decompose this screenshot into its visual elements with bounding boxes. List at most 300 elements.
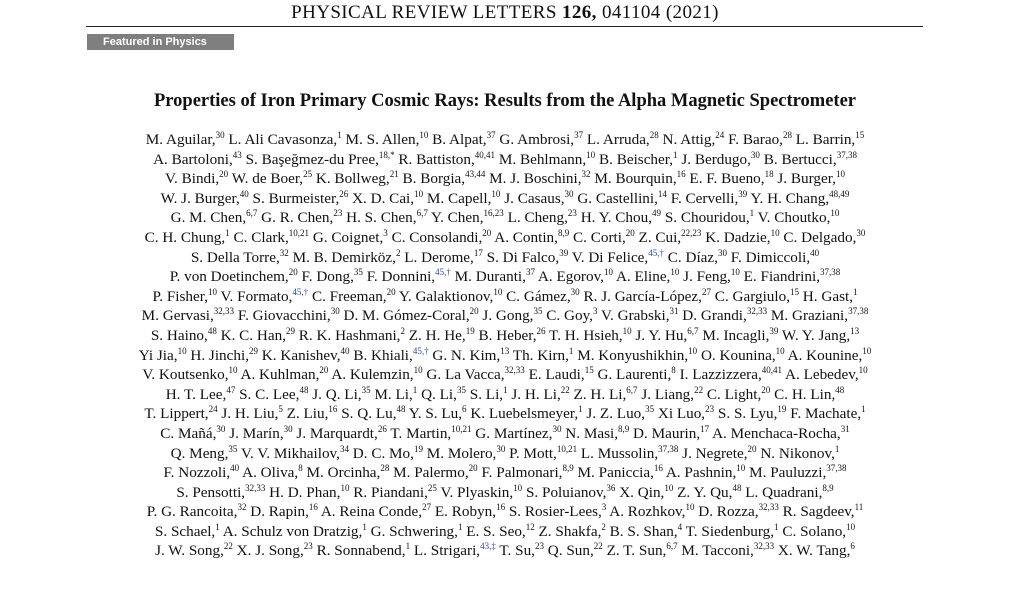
affiliation-marker[interactable]: 20 <box>319 365 329 376</box>
affiliation-marker[interactable]: 35 <box>228 443 238 454</box>
author-name: M. Tacconi, <box>677 542 754 560</box>
author-name: L. Ali Cavasonza, <box>224 131 338 148</box>
affiliation-marker[interactable]: 10 <box>493 286 503 297</box>
affiliation-marker[interactable]: 3 <box>383 227 388 238</box>
affiliation-marker[interactable]: 45,† <box>648 247 664 258</box>
affiliation-marker[interactable]: 22 <box>593 541 603 552</box>
affiliation-marker[interactable]: 10 <box>622 325 632 336</box>
author-name: F. Cervelli, <box>666 189 739 207</box>
author-name: M. Li, <box>370 385 413 403</box>
author-name: A. Eline, <box>612 268 671 286</box>
affiliation-marker[interactable]: 10,21 <box>451 423 472 434</box>
author-name: G. R. Chen, <box>257 209 334 227</box>
affiliation-marker[interactable]: 30 <box>750 149 760 160</box>
affiliation-marker[interactable]: 15 <box>790 286 799 297</box>
paper-title: Properties of Iron Primary Cosmic Rays: Results from the Alpha Magnetic Spectrometer <box>153 91 856 111</box>
author-name: A. Kuhlman, <box>237 366 320 384</box>
author-name: A. Kounine, <box>784 346 863 364</box>
author-name: J. Negrete, <box>678 444 748 462</box>
affiliation-marker[interactable]: 30 <box>283 423 293 434</box>
affiliation-marker[interactable]: 10 <box>685 502 695 513</box>
affiliation-marker[interactable]: 16 <box>328 404 338 415</box>
affiliation-marker[interactable]: 26 <box>339 188 349 199</box>
affiliation-marker[interactable]: 10,21 <box>556 443 578 454</box>
author-name: X. Qin, <box>615 483 665 501</box>
author-name: P. von Doetinchem, <box>169 268 289 286</box>
affiliation-marker[interactable]: 30 <box>717 247 727 258</box>
author-name: H. D. Phan, <box>265 483 341 501</box>
author-name: C. Goy, <box>542 307 593 325</box>
affiliation-marker[interactable]: 20 <box>468 463 478 474</box>
affiliation-marker[interactable]: 48,49 <box>829 188 850 199</box>
affiliation-marker[interactable]: 8,9 <box>822 482 834 493</box>
author-name: A. Schulz von Dratzig, <box>219 522 363 540</box>
affiliation-marker[interactable]: 48 <box>835 384 845 395</box>
affiliation-marker[interactable]: 1 <box>853 286 858 297</box>
affiliation-marker[interactable]: 26 <box>536 325 546 336</box>
affiliation-marker[interactable]: 45,† <box>292 286 309 297</box>
affiliation-marker[interactable]: 1 <box>225 227 230 238</box>
author-name: V. Choutko, <box>754 209 831 227</box>
affiliation-marker[interactable]: 40,41 <box>474 149 496 160</box>
author-name: C. Gámez, <box>502 287 571 305</box>
affiliation-marker[interactable]: 8,9 <box>562 463 574 474</box>
affiliation-marker[interactable]: 23 <box>705 404 715 415</box>
affiliation-marker[interactable]: 1 <box>673 149 678 160</box>
author-name: G. La Vacca, <box>422 366 505 384</box>
affiliation-marker[interactable]: 30 <box>564 188 574 199</box>
affiliation-marker[interactable]: 32 <box>581 169 591 180</box>
affiliation-marker[interactable]: 49 <box>652 208 662 219</box>
affiliation-marker[interactable]: 48 <box>732 482 742 493</box>
affiliation-marker[interactable]: 39 <box>559 247 569 258</box>
author-name: H. Gast, <box>799 287 853 305</box>
author-name: S. Q. Lu, <box>337 405 397 423</box>
affiliation-marker[interactable]: 1 <box>503 384 508 395</box>
affiliation-marker[interactable]: 12 <box>525 521 535 532</box>
author-name: M. Orcinha, <box>302 464 381 482</box>
affiliation-marker[interactable]: 1 <box>215 521 220 532</box>
affiliation-marker[interactable]: 43 <box>232 149 242 160</box>
affiliation-marker[interactable]: 10 <box>414 188 424 199</box>
affiliation-marker[interactable]: 1 <box>861 404 866 415</box>
affiliation-marker[interactable]: 16 <box>676 169 686 180</box>
affiliation-marker[interactable]: 30 <box>216 423 226 434</box>
affiliation-marker[interactable]: 18,* <box>378 149 395 160</box>
affiliation-marker[interactable]: 13 <box>500 345 510 356</box>
affiliation-marker[interactable]: 37 <box>574 130 584 140</box>
affiliation-marker[interactable]: 22 <box>694 384 704 395</box>
affiliation-marker[interactable]: 23 <box>303 541 313 552</box>
author-name: M. Molero, <box>422 444 497 462</box>
affiliation-marker[interactable]: 32,33 <box>746 306 768 317</box>
affiliation-marker[interactable]: 16 <box>308 502 318 513</box>
author-name: C. Light, <box>703 385 762 403</box>
affiliation-marker[interactable]: 35 <box>533 306 543 317</box>
author-name: V. V. Mikhailov, <box>237 444 340 462</box>
author-name: V. Di Felice, <box>568 248 649 266</box>
affiliation-marker[interactable]: 10 <box>491 188 501 199</box>
author-name: L. Mussolin, <box>577 444 659 462</box>
affiliation-marker[interactable]: 20 <box>288 267 298 278</box>
affiliation-marker[interactable]: 6,7 <box>246 208 258 219</box>
affiliation-marker[interactable]: 32,33 <box>753 541 775 552</box>
affiliation-marker[interactable]: 10 <box>835 169 845 180</box>
affiliation-marker[interactable]: 16 <box>653 463 663 474</box>
affiliation-marker[interactable]: 32,33 <box>504 365 525 376</box>
affiliation-marker[interactable]: 30 <box>330 306 340 317</box>
author-name: K. Kanishev, <box>258 346 341 364</box>
author-name: L. Quadrani, <box>741 483 823 501</box>
affiliation-marker[interactable]: 16 <box>496 502 506 513</box>
affiliation-marker[interactable]: 25 <box>427 482 437 493</box>
affiliation-marker[interactable]: 31 <box>840 423 850 434</box>
author-name: T. Su, <box>495 542 535 560</box>
affiliation-marker[interactable]: 40,41 <box>761 365 783 376</box>
author-name: S. C. Lee, <box>235 385 300 403</box>
affiliation-marker[interactable]: 27 <box>701 286 711 297</box>
affiliation-marker[interactable]: 28 <box>380 463 390 474</box>
author-name: M. S. Allen, <box>341 131 420 148</box>
affiliation-marker[interactable]: 1 <box>405 541 411 552</box>
author-line <box>78 444 932 464</box>
affiliation-marker[interactable]: 1 <box>834 443 840 454</box>
affiliation-marker[interactable]: 10 <box>664 482 674 493</box>
affiliation-marker[interactable]: 6 <box>462 404 467 415</box>
affiliation-marker[interactable]: 10,21 <box>288 227 310 238</box>
affiliation-marker[interactable]: 1 <box>412 384 418 395</box>
affiliation-marker[interactable]: 1 <box>578 404 583 415</box>
affiliation-marker[interactable]: 10 <box>208 286 218 297</box>
author-name: H. Jinchi, <box>186 346 249 364</box>
affiliation-marker[interactable]: 37,38 <box>820 267 841 278</box>
affiliation-marker[interactable]: 10 <box>775 345 785 356</box>
affiliation-marker[interactable]: 40 <box>230 463 240 474</box>
affiliation-marker[interactable]: 10 <box>177 345 187 356</box>
affiliation-marker[interactable]: 10 <box>846 521 856 532</box>
affiliation-marker[interactable]: 21 <box>389 169 399 180</box>
author-line <box>78 463 932 483</box>
affiliation-marker[interactable]: 32 <box>279 247 289 258</box>
affiliation-marker[interactable]: 10 <box>770 227 780 238</box>
affiliation-marker[interactable]: 13 <box>850 325 860 336</box>
affiliation-marker[interactable]: 2 <box>400 325 405 336</box>
affiliation-marker[interactable]: 19 <box>777 404 787 415</box>
author-line <box>78 541 932 561</box>
affiliation-marker[interactable]: 11 <box>854 502 864 513</box>
affiliation-marker[interactable]: 8,9 <box>557 227 570 238</box>
affiliation-marker[interactable]: 4 <box>677 521 683 532</box>
affiliation-marker[interactable]: 48 <box>207 325 217 336</box>
affiliation-marker[interactable]: 47 <box>226 384 236 395</box>
affiliation-marker[interactable]: 22 <box>223 541 233 552</box>
affiliation-marker[interactable]: 8,9 <box>618 423 630 434</box>
author-name: C. H. Lin, <box>770 385 836 403</box>
author-name: Z. T. Sun, <box>602 542 667 560</box>
author-name: A. Oliva, <box>239 464 299 482</box>
affiliation-marker[interactable]: 10 <box>862 345 872 356</box>
author-name: A. Rozhkov, <box>606 503 686 521</box>
author-line <box>78 189 932 209</box>
affiliation-marker[interactable]: 26 <box>377 423 387 434</box>
affiliation-marker[interactable]: 10 <box>830 208 840 219</box>
affiliation-marker[interactable]: 15 <box>855 130 865 140</box>
affiliation-marker[interactable]: 10 <box>858 365 868 376</box>
affiliation-marker[interactable]: 10 <box>603 267 613 278</box>
affiliation-marker[interactable]: 32,33 <box>245 482 266 493</box>
author-name: F. Dimiccoli, <box>726 248 811 266</box>
affiliation-marker[interactable]: 10 <box>586 149 596 160</box>
author-name: C. Gargiulo, <box>710 287 790 305</box>
affiliation-marker[interactable]: 37,38 <box>826 463 847 474</box>
affiliation-marker[interactable]: 6,7 <box>626 384 638 395</box>
affiliation-marker[interactable]: 1 <box>337 130 342 140</box>
author-name: C. Mañá, <box>160 424 217 442</box>
author-name: V. Koutsenko, <box>142 366 229 384</box>
affiliation-marker[interactable]: 32 <box>237 502 247 513</box>
affiliation-marker[interactable]: 20 <box>761 384 771 395</box>
author-name: D. C. Mo, <box>348 444 414 462</box>
affiliation-marker[interactable]: 31 <box>669 306 679 317</box>
affiliation-marker[interactable]: 28 <box>782 130 792 140</box>
affiliation-marker[interactable]: 17 <box>700 423 710 434</box>
affiliation-marker[interactable]: 20 <box>482 227 492 238</box>
affiliation-marker[interactable]: 40 <box>239 188 249 199</box>
affiliation-marker[interactable]: 10 <box>228 365 238 376</box>
affiliation-marker[interactable]: 35 <box>456 384 466 395</box>
affiliation-marker[interactable]: 37,38 <box>848 306 869 317</box>
article-number: 041104 (2021) <box>601 2 719 23</box>
author-name: M. J. Boschini, <box>485 170 582 188</box>
author-name: P. G. Rancoita, <box>146 503 238 521</box>
author-line <box>78 267 932 287</box>
affiliation-marker[interactable]: 22,23 <box>681 227 702 238</box>
affiliation-marker[interactable]: 6 <box>850 541 855 552</box>
affiliation-marker[interactable]: 20 <box>386 286 396 297</box>
author-name: G. N. Kim, <box>428 346 501 364</box>
author-name: B. Alpat, <box>428 131 487 148</box>
author-name: T. Martin, <box>386 424 452 442</box>
featured-badge[interactable]: Featured in Physics <box>87 34 234 50</box>
author-line <box>78 522 932 542</box>
affiliation-marker[interactable]: 8 <box>298 463 303 474</box>
affiliation-marker[interactable]: 17 <box>473 247 483 258</box>
author-name: A. Bartoloni, <box>153 150 233 168</box>
author-name: M. Duranti, <box>450 268 526 286</box>
affiliation-marker[interactable]: 30 <box>496 443 506 454</box>
affiliation-marker[interactable]: 1 <box>457 521 463 532</box>
author-name: V. Formato, <box>217 287 293 305</box>
author-name: M. Graziani, <box>767 307 849 325</box>
author-name: J. Feng, <box>679 268 731 286</box>
affiliation-marker[interactable]: 20 <box>747 443 757 454</box>
affiliation-marker[interactable]: 3 <box>592 306 598 317</box>
affiliation-marker[interactable]: 30 <box>856 227 866 238</box>
affiliation-marker[interactable]: 16,23 <box>483 208 504 219</box>
author-name: H. T. Lee, <box>165 385 227 403</box>
affiliation-marker[interactable]: 32,33 <box>213 306 235 317</box>
author-name: A. Egorov, <box>534 268 604 286</box>
author-name: Xi Luo, <box>654 405 706 423</box>
author-name: L. Cheng, <box>503 209 568 227</box>
affiliation-marker[interactable]: 34 <box>339 443 349 454</box>
affiliation-marker[interactable]: 37,38 <box>658 443 679 454</box>
affiliation-marker[interactable]: 20 <box>469 306 479 317</box>
author-name: N. Attig, <box>658 131 716 148</box>
author-name: W. de Boer, <box>228 170 304 188</box>
affiliation-marker[interactable]: 30 <box>570 286 580 297</box>
author-name: K. Dadzie, <box>701 228 771 246</box>
affiliation-marker[interactable]: 48 <box>396 404 406 415</box>
author-name: R. Battiston, <box>394 150 475 168</box>
affiliation-marker[interactable]: 24 <box>208 404 218 415</box>
author-name: B. Khiali, <box>349 346 413 364</box>
author-name: B. Heber, <box>474 326 537 344</box>
author-name: H. S. Chen, <box>342 209 417 227</box>
author-name: D. Rapin, <box>246 503 309 521</box>
author-name: Z. H. He, <box>404 326 466 344</box>
author-name: I. Lazzizzera, <box>675 366 762 384</box>
author-name: L. Strigari, <box>410 542 481 560</box>
affiliation-marker[interactable]: 19 <box>413 443 423 454</box>
author-name: A. Reina Conde, <box>317 503 423 521</box>
affiliation-marker[interactable]: 39 <box>769 325 779 336</box>
affiliation-marker[interactable]: 32,33 <box>758 502 779 513</box>
author-name: E. F. Bueno, <box>685 170 765 188</box>
author-name: L. Barrin, <box>791 131 856 148</box>
author-name: B. S. Shan, <box>605 522 678 540</box>
affiliation-marker[interactable]: 19 <box>465 325 475 336</box>
affiliation-marker[interactable]: 2 <box>395 247 401 258</box>
affiliation-marker[interactable]: 25 <box>303 169 313 180</box>
author-name: E. Robyn, <box>431 503 497 521</box>
author-name: W. Y. Jang, <box>778 326 851 344</box>
affiliation-marker[interactable]: 37,38 <box>836 149 857 160</box>
affiliation-marker[interactable]: 45,† <box>435 267 451 278</box>
author-name: E. Laudi, <box>524 366 585 384</box>
author-name: F. Barao, <box>724 131 783 148</box>
affiliation-marker[interactable]: 36 <box>606 482 616 493</box>
author-name: S. Rosier-Lees, <box>505 503 602 521</box>
author-name: J. Marín, <box>225 424 284 442</box>
author-name: T. Lippert, <box>144 405 209 423</box>
author-name: C. Díaz, <box>663 248 718 266</box>
author-name: Yi Jia, <box>138 346 178 364</box>
author-name: Y. S. Lu, <box>405 405 463 423</box>
affiliation-marker[interactable]: 6,7 <box>687 325 699 336</box>
author-name: P. Mott, <box>505 444 557 462</box>
author-name: J. Marquardt, <box>292 424 378 442</box>
affiliation-marker[interactable]: 20 <box>219 169 229 180</box>
affiliation-marker[interactable]: 29 <box>286 325 295 336</box>
affiliation-marker[interactable]: 35 <box>353 267 363 278</box>
author-name: D. Rozza, <box>694 503 759 521</box>
affiliation-marker[interactable]: 18 <box>764 169 774 180</box>
author-name: D. M. Gómez-Coral, <box>339 307 470 325</box>
affiliation-marker[interactable]: 27 <box>422 502 432 513</box>
author-name: C. H. Chung, <box>144 228 226 246</box>
author-name: S. Pensotti, <box>176 483 246 501</box>
author-line <box>78 365 932 385</box>
author-name: W. J. Burger, <box>160 189 240 207</box>
affiliation-marker[interactable]: 10 <box>736 463 746 474</box>
affiliation-marker[interactable]: 15 <box>584 365 594 376</box>
affiliation-marker[interactable]: 35 <box>361 384 371 395</box>
affiliation-marker[interactable]: 48 <box>299 384 309 395</box>
affiliation-marker[interactable]: 45,† <box>412 345 429 356</box>
affiliation-marker[interactable]: 22 <box>560 384 570 395</box>
author-name: X. D. Cai, <box>348 189 415 207</box>
affiliation-marker[interactable]: 3 <box>601 502 607 513</box>
author-name: J. W. Song, <box>155 542 224 560</box>
author-name: J. Q. Li, <box>308 385 362 403</box>
author-name: Q. Li, <box>417 385 457 403</box>
header-rule <box>86 26 923 27</box>
affiliation-marker[interactable]: 10 <box>513 482 523 493</box>
author-line <box>78 228 932 248</box>
affiliation-marker[interactable]: 37 <box>486 130 496 140</box>
affiliation-marker[interactable]: 23 <box>567 208 577 219</box>
author-name: C. Freeman, <box>308 287 387 305</box>
affiliation-marker[interactable]: 43,44 <box>465 169 486 180</box>
affiliation-marker[interactable]: 28 <box>649 130 659 140</box>
affiliation-marker[interactable]: 10 <box>413 365 423 376</box>
affiliation-marker[interactable]: 30 <box>215 130 225 140</box>
affiliation-marker[interactable]: 5 <box>278 404 283 415</box>
author-name: F. Dong, <box>297 268 354 286</box>
affiliation-marker[interactable]: 40 <box>810 247 820 258</box>
affiliation-marker[interactable]: 30 <box>552 423 562 434</box>
author-line <box>78 169 932 189</box>
affiliation-marker[interactable]: 20 <box>625 227 635 238</box>
affiliation-marker[interactable]: 40 <box>340 345 350 356</box>
affiliation-marker[interactable]: 43,‡ <box>480 541 496 552</box>
affiliation-marker[interactable]: 23 <box>333 208 343 219</box>
author-name: Q. Meng, <box>170 444 229 462</box>
author-name: V. Bindi, <box>165 170 220 188</box>
author-name: Z. Liu, <box>282 405 329 423</box>
affiliation-marker[interactable]: 29 <box>249 345 258 356</box>
affiliation-marker[interactable]: 8 <box>671 365 676 376</box>
affiliation-marker[interactable]: 2 <box>601 521 606 532</box>
affiliation-marker[interactable]: 23 <box>534 541 544 552</box>
affiliation-marker[interactable]: 6,7 <box>666 541 678 552</box>
author-name: L. Arruda, <box>583 131 650 148</box>
affiliation-marker[interactable]: 10 <box>419 130 429 140</box>
affiliation-marker[interactable]: 39 <box>738 188 748 199</box>
affiliation-marker[interactable]: 1 <box>568 345 574 356</box>
affiliation-marker[interactable]: 10 <box>340 482 350 493</box>
affiliation-marker[interactable]: 1 <box>362 521 367 532</box>
affiliation-marker[interactable]: 10 <box>670 267 680 278</box>
author-name: K. C. Han, <box>216 326 286 344</box>
affiliation-marker[interactable]: 10 <box>688 345 698 356</box>
author-line <box>78 130 932 150</box>
affiliation-marker[interactable]: 6,7 <box>416 208 428 219</box>
affiliation-marker[interactable]: 24 <box>715 130 725 140</box>
author-name: J. Y. Hu, <box>631 326 688 344</box>
affiliation-marker[interactable]: 37 <box>525 267 535 278</box>
affiliation-marker[interactable]: 35 <box>645 404 655 415</box>
affiliation-marker[interactable]: 10 <box>730 267 740 278</box>
author-name: R. Sagdeev, <box>778 503 855 521</box>
author-name: J. Liang, <box>637 385 695 403</box>
author-name: R. J. García-López, <box>579 287 702 305</box>
affiliation-marker[interactable]: 1 <box>749 208 755 219</box>
affiliation-marker[interactable]: 1 <box>774 521 779 532</box>
affiliation-marker[interactable]: 14 <box>657 188 667 199</box>
author-name: F. Machate, <box>786 405 862 423</box>
